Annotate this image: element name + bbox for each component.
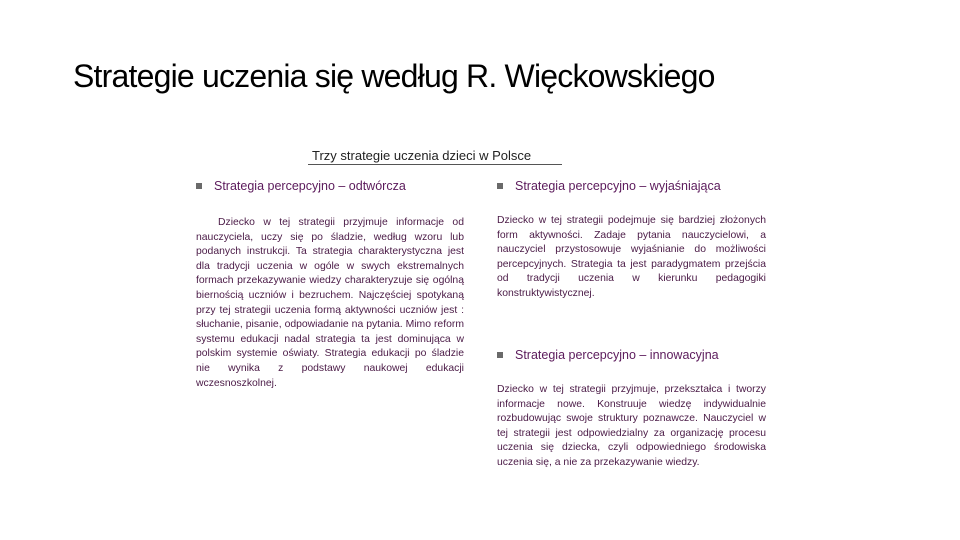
strategy-description-text: Dziecko w tej strategii przyjmuje informacje od nauczyciela, uczy się po śladzie, według wzoru lub podanych instrukcji. Ta strategia charakterystyczna jest dla tradycji uczenia w ogóle w swych ekstremalnych formach przekazywanie wiedzy charakteryzuje się ogólną biernością uczniów i bezruchem. Najczęściej spotykaną przy tej strategii uczenia formą aktywności uczniów jest : słuchanie, pisanie, odpowiadanie na pytania. Mimo reform systemu edukacji nadal strategia ta jest dominująca w polskim systemie oświaty. Strategia edukacji po śladzie nie wynika z podstawy naukowej edukacji wczesnoszkolnej. xyxy=(196,217,464,389)
strategy-description-innowacyjna: Dziecko w tej strategii przyjmuje, przekształca i tworzy informacje nowe. Konstruuje wiedzę indywidualnie rozbudowując swoje struktury poznawcze. Nauczyciel w tej strategii jest odpowiedzialny za organizację procesu uczenia się dziecka, czyli odpowiedniego środowiska uczenia się, a nie za przekazywanie wiedzy. xyxy=(497,384,766,468)
strategy-heading-wyjasniajaca xyxy=(497,179,721,193)
strategy-heading-label: Strategia percepcyjno – innowacyjna xyxy=(515,348,719,362)
strategy-description-wyjasniajaca: Dziecko w tej strategii podejmuje się bardziej złożonych form aktywności. Zadaje pytania nauczycielowi, a nauczyciel przystosowuje wyjaśnianie do możliwości percepcyjnych. Strategia ta jest paradygmatem przejścia od tradycji uczenia w kierunku pedagogiki konstruktywistycznej. xyxy=(497,215,766,299)
strategy-description-odtworcza xyxy=(196,216,464,391)
panel-title: Trzy strategie uczenia dzieci w Polsce xyxy=(312,148,532,163)
strategy-heading-label: Strategia percepcyjno – odtwórcza xyxy=(214,179,406,193)
strategy-heading-odtworcza xyxy=(196,179,406,193)
bullet-icon xyxy=(497,183,503,189)
strategy-heading-innowacyjna xyxy=(497,348,719,362)
content-panel xyxy=(190,140,775,490)
panel-title-underline xyxy=(308,164,562,165)
bullet-icon xyxy=(497,352,503,358)
strategy-heading-label: Strategia percepcyjno – wyjaśniająca xyxy=(515,179,721,193)
bullet-icon xyxy=(196,183,202,189)
slide-title: Strategie uczenia się według R. Więckowskiego xyxy=(73,58,715,94)
